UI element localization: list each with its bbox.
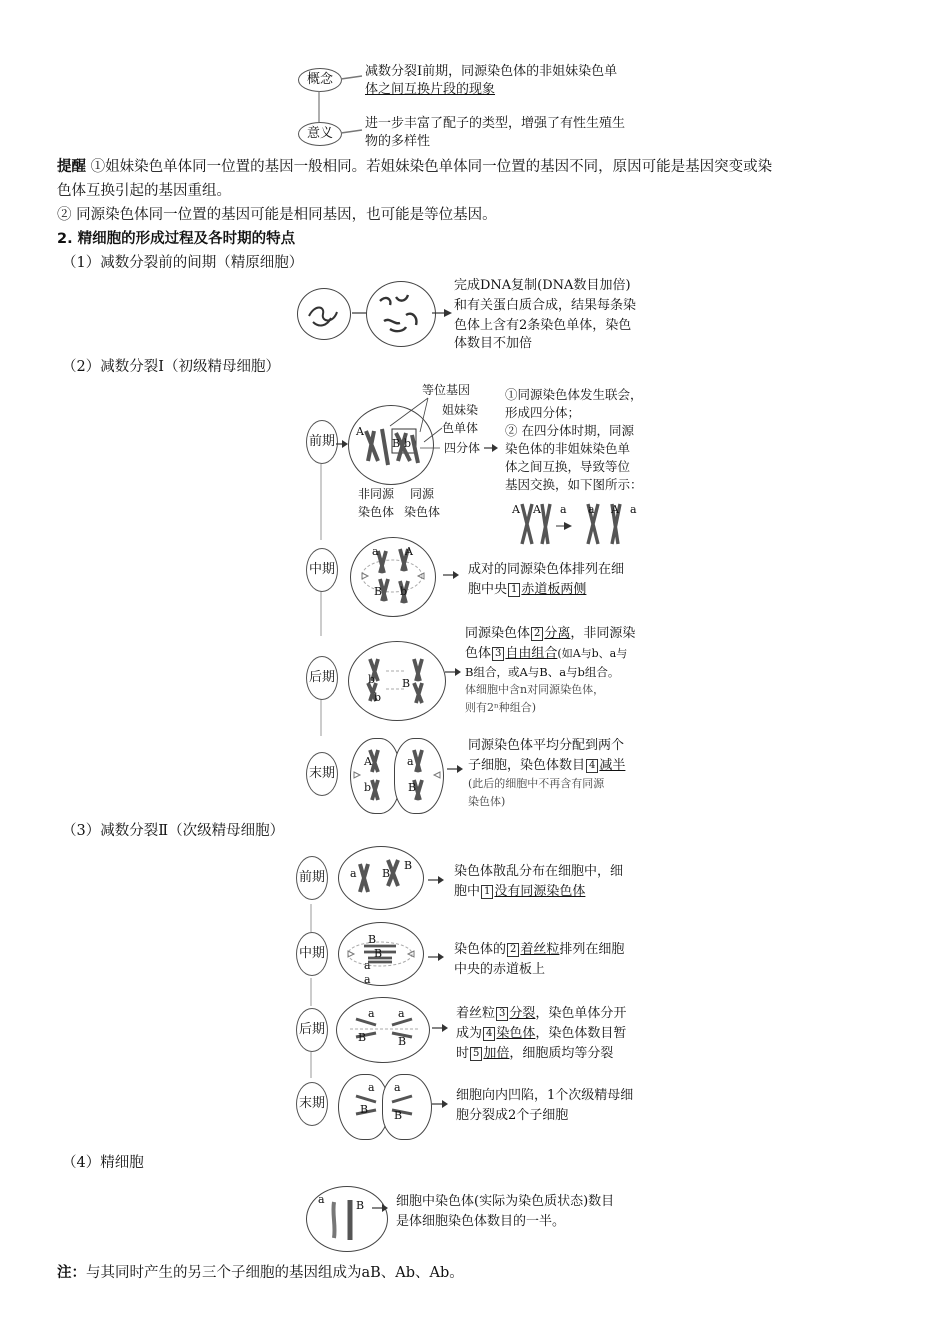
m2-pro-desc-1: 染色体散乱分布在细胞中，细 xyxy=(454,864,624,879)
m1-pro-gene-B: B xyxy=(392,437,401,450)
concept-label: 概念 xyxy=(298,68,342,92)
m2-anaphase-chromosomes xyxy=(336,997,432,1063)
m1-label-nonhom-2: 染色体 xyxy=(358,505,395,519)
m2-meta-gene-a2: a xyxy=(364,973,371,986)
m1-telo-desc-4: 染色体) xyxy=(468,795,506,808)
interphase-desc-3: 色体上含有2条染色单体，染色 xyxy=(454,318,632,333)
m1-label-hom-1: 同源 xyxy=(410,487,435,501)
m1-label-hom-2: 染色体 xyxy=(404,505,441,519)
spermatogonium-chromatin xyxy=(297,288,357,348)
m1-ana-gene-b2: b xyxy=(374,691,382,704)
m1-prophase-arrow xyxy=(336,440,366,450)
m1-label-sister-1: 姐妹染 xyxy=(442,403,479,417)
m1-pro-desc-1: ①同源染色体发生联会， xyxy=(505,387,643,402)
tip-line-1 xyxy=(57,156,772,178)
note-text: 与其同时产生的另三个子细胞的基因组成为aB、Ab、Ab。 xyxy=(86,1265,464,1281)
m1-pro-gene-b: b xyxy=(404,437,412,450)
m2-metaphase-chromosomes xyxy=(338,922,428,986)
interphase-heading: （1）减数分裂前的间期（精原细胞） xyxy=(62,255,304,271)
co-gene-a1: a xyxy=(560,503,567,516)
m1-pro-desc-arrow xyxy=(484,444,504,454)
crossover-diagram xyxy=(512,500,642,550)
m1-label-tetrad: 四分体 xyxy=(444,441,481,455)
m2-ana-desc-2: 成为 4 染色体，染色体数目暂 xyxy=(456,1026,627,1041)
sperm-desc-2: 是体细胞染色体数目的一半。 xyxy=(396,1214,566,1229)
meiosis1-heading: （2）减数分裂Ⅰ（初级精母细胞） xyxy=(62,359,280,375)
m2-meta-gene-B1: B xyxy=(368,933,377,946)
m2-pro-gene-B2: B xyxy=(404,859,413,872)
m2-phase-metaphase: 中期 xyxy=(296,932,328,976)
m1-pro-desc-2: 形成四分体； xyxy=(505,405,581,420)
concept-text-2: 体之间互换片段的现象 xyxy=(365,82,496,97)
m1-phase-metaphase: 中期 xyxy=(306,548,338,592)
m1-metaphase-chromosomes xyxy=(350,537,440,617)
m2-pro-gene-B1: B xyxy=(382,867,391,880)
m1-telo-gene-B: B xyxy=(408,781,417,794)
m1-telophase-chromosomes xyxy=(348,738,448,818)
m1-phase-anaphase: 后期 xyxy=(306,656,338,700)
interphase-desc-1: 完成DNA复制(DNA数目加倍) xyxy=(454,278,631,293)
m1-label-sister-2: 色单体 xyxy=(442,421,479,435)
tip-label: 提醒 xyxy=(57,159,86,175)
m1-ana-gene-B1: B xyxy=(402,677,411,690)
m2-ana-gene-B2: B xyxy=(398,1035,407,1048)
m1-anaphase-chromosomes xyxy=(348,641,448,721)
m2-telo-gene-B1: B xyxy=(360,1103,369,1116)
m1-telo-gene-A: A xyxy=(364,755,372,768)
m1-meta-gene-B: B xyxy=(374,585,383,598)
m1-pro-desc-3: ② 在四分体时期，同源 xyxy=(505,423,634,438)
m1-ana-desc-4: 体细胞中含n对同源染色体， xyxy=(465,683,605,696)
concept-text-1: 减数分裂Ⅰ前期，同源染色体的非姐妹染色单 xyxy=(365,64,618,79)
m2-phase-anaphase: 后期 xyxy=(296,1008,328,1052)
m2-pro-desc-2: 胞中 1 没有同源染色体 xyxy=(454,884,586,899)
meaning-text-2: 物的多样性 xyxy=(365,134,431,149)
co-gene-a2: a xyxy=(588,503,595,516)
m2-meta-gene-a1: a xyxy=(364,959,371,972)
m2-telo-gene-B2: B xyxy=(394,1109,403,1122)
sperm-heading: （4）精细胞 xyxy=(62,1155,144,1171)
co-gene-A3: A xyxy=(611,503,619,516)
sperm-gene-a: a xyxy=(318,1193,325,1206)
m2-telo-gene-a1: a xyxy=(368,1081,375,1094)
meiosis2-heading: （3）减数分裂Ⅱ（次级精母细胞） xyxy=(62,823,285,839)
co-gene-a3: a xyxy=(630,503,637,516)
m1-telo-desc-1: 同源染色体平均分配到两个 xyxy=(468,738,625,753)
m2-meta-desc-2: 中央的赤道板上 xyxy=(454,962,546,977)
m1-label-allele: 等位基因 xyxy=(422,383,471,397)
interphase-desc-4: 体数目不加倍 xyxy=(454,336,533,351)
tip-line-3: ② 同源染色体同一位置的基因可能是相同基因，也可能是等位基因。 xyxy=(57,207,497,223)
co-gene-A2: A xyxy=(533,503,541,516)
m2-ana-gene-a1: a xyxy=(368,1007,375,1020)
m1-pro-desc-6: 基因交换，如下图所示： xyxy=(505,477,643,492)
m1-ana-gene-b1: b xyxy=(368,673,376,686)
interphase-desc-2: 和有关蛋白质合成，结果每条染 xyxy=(454,298,637,313)
m2-ana-desc-1: 着丝粒 3 分裂，染色单体分开 xyxy=(456,1006,627,1021)
tip-text-1: ①姐妹染色单体同一位置的基因一般相同。若姐妹染色单体同一位置的基因不同，原因可能是基因突变或染 xyxy=(90,159,773,175)
m1-pro-gene-A: A xyxy=(356,425,364,438)
m1-ana-desc-5: 则有2ⁿ种组合) xyxy=(465,701,537,714)
sperm-gene-B: B xyxy=(356,1199,365,1212)
m2-meta-gene-B2: B xyxy=(374,947,383,960)
m2-telophase-chromosomes xyxy=(336,1074,432,1140)
m1-pro-desc-4: 染色体的非姐妹染色单 xyxy=(505,441,631,456)
note-label: 注： xyxy=(57,1265,86,1281)
m2-telo-desc-1: 细胞向内凹陷，1个次级精母细 xyxy=(456,1088,634,1103)
m1-meta-desc-1: 成对的同源染色体排列在细 xyxy=(468,562,625,577)
m1-meta-gene-a: a xyxy=(372,545,379,558)
m2-ana-desc-3: 时 5 加倍，细胞质均等分裂 xyxy=(456,1046,614,1061)
m1-ana-desc-1: 同源染色体 2 分离，非同源染 xyxy=(465,626,636,641)
meaning-label: 意义 xyxy=(298,122,342,146)
m1-pro-desc-5: 体之间互换，导致等位 xyxy=(505,459,631,474)
m2-pro-gene-a: a xyxy=(350,867,357,880)
co-gene-A1: A xyxy=(512,503,520,516)
m2-telo-desc-2: 胞分裂成2个子细胞 xyxy=(456,1108,569,1123)
m2-telo-gene-a2: a xyxy=(394,1081,401,1094)
section2-title: 2. 精细胞的形成过程及各时期的特点 xyxy=(57,231,296,247)
tip-line-2: 色体互换引起的基因重组。 xyxy=(57,183,231,199)
m1-meta-gene-b: b xyxy=(400,585,408,598)
m1-meta-desc-2: 胞中央 1 赤道板两侧 xyxy=(468,582,587,597)
m2-phase-prophase: 前期 xyxy=(296,856,328,900)
m2-meta-desc-1: 染色体的 2 着丝粒排列在细胞 xyxy=(454,942,625,957)
m2-ana-gene-a2: a xyxy=(398,1007,405,1020)
m1-ana-desc-2: 色体 3 自由组合(如A与b、a与 xyxy=(465,646,628,661)
m1-telo-desc-3: (此后的细胞中不再含有同源 xyxy=(468,777,605,790)
m1-telo-gene-a: a xyxy=(407,755,414,768)
m1-phase-telophase: 末期 xyxy=(306,752,338,796)
m1-telo-gene-b: b xyxy=(364,781,372,794)
m2-phase-telophase: 末期 xyxy=(296,1082,328,1126)
note xyxy=(57,1262,464,1284)
meaning-text-1: 进一步丰富了配子的类型，增强了有性生殖生 xyxy=(365,116,626,131)
m1-meta-gene-A: A xyxy=(405,545,413,558)
m1-telo-desc-2: 子细胞，染色体数目 4 减半 xyxy=(468,758,626,773)
m1-ana-desc-3: B组合，或A与B、a与b组合。 xyxy=(465,665,620,679)
sperm-desc-1: 细胞中染色体(实际为染色质状态)数目 xyxy=(396,1194,615,1209)
m1-label-nonhom-1: 非同源 xyxy=(358,487,395,501)
m2-ana-gene-B1: B xyxy=(358,1031,367,1044)
interphase-chromosomes xyxy=(366,281,436,345)
m1-phase-prophase: 前期 xyxy=(306,420,338,464)
